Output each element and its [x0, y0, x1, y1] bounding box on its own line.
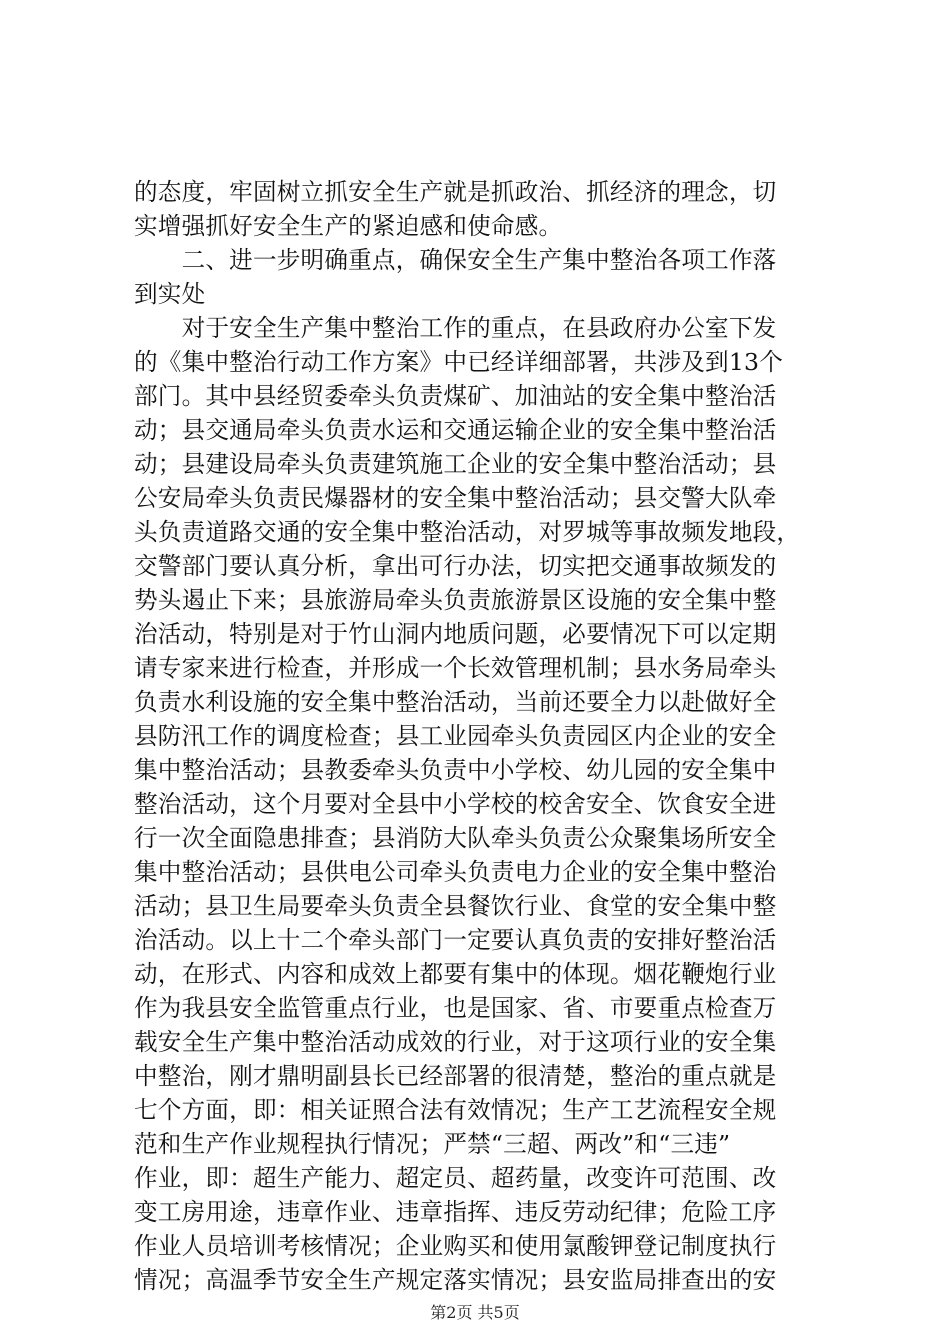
page-total: 共5页: [477, 1303, 520, 1322]
body-text-line: 对于安全生产集中整治工作的重点，在县政府办公室下发: [134, 314, 777, 342]
body-text-line: 范和生产作业规程执行情况；严禁“三超、两改”和“三违”: [134, 1130, 731, 1158]
body-text-line: 作为我县安全监管重点行业，也是国家、省、市要重点检查万: [134, 994, 777, 1022]
body-text-line: 七个方面，即：相关证照合法有效情况；生产工艺流程安全规: [134, 1096, 777, 1124]
body-text-line: 变工房用途，违章作业、违章指挥、违反劳动纪律；危险工序: [134, 1198, 777, 1226]
body-text-line: 集中整治活动；县教委牵头负责中小学校、幼儿园的安全集中: [134, 756, 777, 784]
body-text-line: 动；县交通局牵头负责水运和交通运输企业的安全集中整治活: [134, 416, 777, 444]
page-number: 第2页: [430, 1303, 473, 1322]
body-text-line: 负责水利设施的安全集中整治活动，当前还要全力以赴做好全: [134, 688, 777, 716]
body-text-line: 势头遏止下来；县旅游局牵头负责旅游景区设施的安全集中整: [134, 586, 777, 614]
body-text-line: 的态度，牢固树立抓安全生产就是抓政治、抓经济的理念，切: [134, 178, 777, 206]
body-text-line: 作业人员培训考核情况；企业购买和使用氯酸钾登记制度执行: [134, 1232, 777, 1260]
body-text-line: 请专家来进行检查，并形成一个长效管理机制；县水务局牵头: [134, 654, 777, 682]
body-text-line: 行一次全面隐患排查；县消防大队牵头负责公众聚集场所安全: [134, 824, 777, 852]
section-heading-line: 二、进一步明确重点，确保安全生产集中整治各项工作落: [134, 246, 777, 274]
body-text-line: 情况；高温季节安全生产规定落实情况；县安监局排查出的安: [134, 1266, 777, 1294]
section-heading-line: 到实处: [134, 280, 206, 308]
body-text-line: 治活动，特别是对于竹山洞内地质问题，必要情况下可以定期: [134, 620, 777, 648]
body-text-line: 作业，即：超生产能力、超定员、超药量，改变许可范围、改: [134, 1164, 777, 1192]
body-text-line: 集中整治活动；县供电公司牵头负责电力企业的安全集中整治: [134, 858, 777, 886]
body-text-line: 的《集中整治行动工作方案》中已经详细部署，共涉及到13个: [134, 348, 784, 376]
body-text-line: 交警部门要认真分析，拿出可行办法，切实把交通事故频发的: [134, 552, 777, 580]
body-text-line: 实增强抓好安全生产的紧迫感和使命感。: [134, 212, 563, 240]
body-text-line: 活动；县卫生局要牵头负责全县餐饮行业、食堂的安全集中整: [134, 892, 777, 920]
body-text-line: 中整治，刚才鼎明副县长已经部署的很清楚，整治的重点就是: [134, 1062, 777, 1090]
body-text-line: 头负责道路交通的安全集中整治活动，对罗城等事故频发地段，: [134, 518, 801, 546]
body-text-line: 动，在形式、内容和成效上都要有集中的体现。烟花鞭炮行业: [134, 960, 777, 988]
body-text-line: 公安局牵头负责民爆器材的安全集中整治活动；县交警大队牵: [134, 484, 777, 512]
body-text-line: 载安全生产集中整治活动成效的行业，对于这项行业的安全集: [134, 1028, 777, 1056]
body-text-line: 部门。其中县经贸委牵头负责煤矿、加油站的安全集中整治活: [134, 382, 777, 410]
body-text-line: 整治活动，这个月要对全县中小学校的校舍安全、饮食安全进: [134, 790, 777, 818]
body-text-line: 动；县建设局牵头负责建筑施工企业的安全集中整治活动；县: [134, 450, 777, 478]
page-footer: [0, 1302, 950, 1324]
body-text-line: 县防汛工作的调度检查；县工业园牵头负责园区内企业的安全: [134, 722, 777, 750]
body-text-line: 治活动。以上十二个牵头部门一定要认真负责的安排好整治活: [134, 926, 777, 954]
